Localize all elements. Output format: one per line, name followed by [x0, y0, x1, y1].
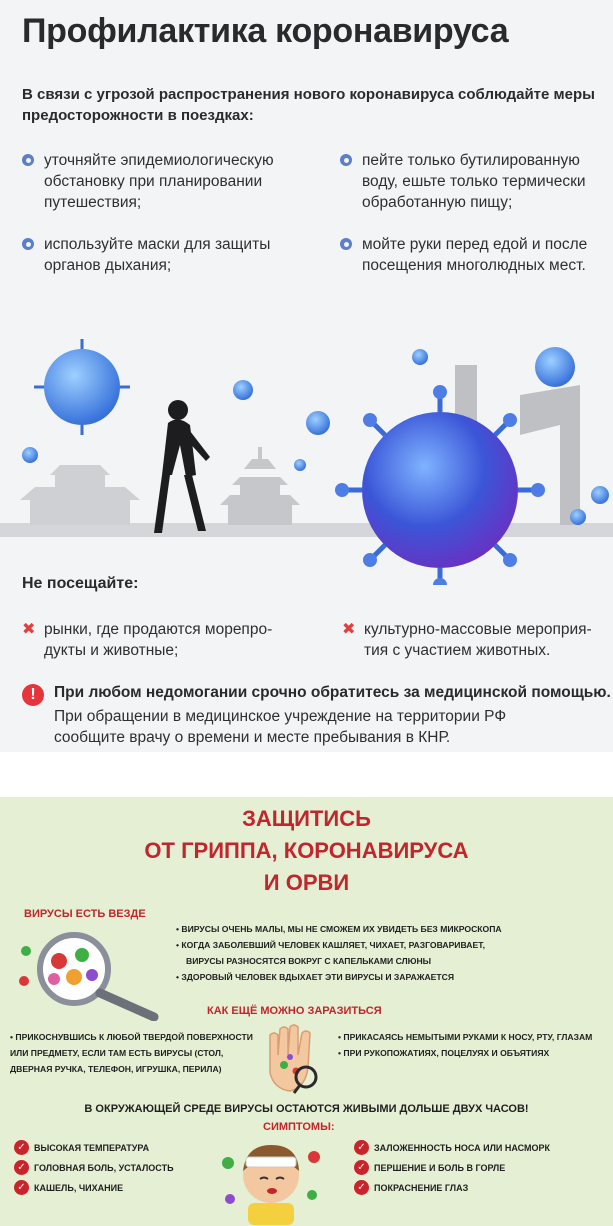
coronavirus-illustration: [0, 335, 613, 585]
symptom-red-eyes: ✓ ПОКРАСНЕНИЕ ГЛАЗ: [354, 1181, 468, 1195]
pagoda-silhouette: [220, 447, 300, 525]
check-icon: ✓: [354, 1180, 369, 1195]
poster-title: ЗАЩИТИСЬ ОТ ГРИППА, КОРОНАВИРУСА И ОРВИ: [144, 806, 469, 895]
ground-strip: [0, 523, 613, 537]
symptom-stuffy-nose: ✓ ЗАЛОЖЕННОСТЬ НОСА ИЛИ НАСМОРК: [354, 1141, 550, 1155]
check-icon: ✓: [14, 1160, 29, 1175]
infection-contact-text: • ПРИКАСАЯСЬ НЕМЫТЫМИ РУКАМИ К НОСУ, РТУ, ГЛАЗАМ • ПРИ РУКОПОЖАТИЯХ, ПОЦЕЛУЯХ И ОБЪЯТИЯХ: [338, 1029, 608, 1061]
infection-surfaces-text: • ПРИКОСНУВШИСЬ К ЛЮБОЙ ТВЕРДОЙ ПОВЕРХНОСТИ ИЛИ ПРЕДМЕТУ, ЕСЛИ ТАМ ЕСТЬ ВИРУСЫ (СТОЛ, ДВЕРНАЯ РУЧКА, ТЕЛЕФОН, ИГРУШКА, ПЕРИЛА): [10, 1029, 260, 1077]
symptoms-label: СИМПТОМЫ:: [263, 1121, 335, 1133]
warning-heading: При любом недомогании срочно обратитесь за медицинской помощью.: [54, 684, 611, 701]
symptom-fever: ✓ ВЫСОКАЯ ТЕМПЕРАТУРА: [14, 1141, 149, 1155]
intro-text: В связи с угрозой распространения нового коронавируса соблюдайте меры предосторожности в поездках:: [22, 86, 595, 124]
check-icon: ✓: [354, 1140, 369, 1155]
sick-child-icon: [216, 1133, 326, 1225]
virus-facts-list: • ВИРУСЫ ОЧЕНЬ МАЛЫ, МЫ НЕ СМОЖЕМ ИХ УВИДЕТЬ БЕЗ МИКРОСКОПА • КОГДА ЗАБОЛЕВШИЙ ЧЕЛОВЕК КАШЛЯЕТ, ЧИХАЕТ, РАЗГОВАРИВАЕТ, ВИРУСЫ РАЗНОСЯТСЯ ВОКРУГ С КАПЕЛЬКАМИ СЛЮНЫ • ЗДОРОВЫЙ ЧЕЛОВЕК ВДЫХАЕТ ЭТИ ВИРУСЫ И ЗАРАЖАЕТСЯ: [176, 921, 606, 985]
avoid-mass-events: ✖ культурно-массовые мероприя-тия с участием животных.: [342, 621, 592, 659]
exclamation-icon: !: [22, 684, 44, 706]
magnifier-germs-icon: [14, 931, 164, 1021]
symptom-headache: ✓ ГОЛОВНАЯ БОЛЬ, УСТАЛОСТЬ: [14, 1161, 174, 1175]
tip-wash-hands: мойте руки перед едой и после посещения многолюдных мест.: [340, 234, 613, 276]
bullet-icon: [22, 238, 34, 250]
avoid-markets: ✖ рынки, где продаются морепро-дукты и животные;: [22, 621, 273, 659]
traveller-figure: [154, 400, 210, 533]
large-virus-particle: [335, 385, 545, 585]
tip-check-situation: уточняйте эпидемиологическую обстановку при планировании путешествия;: [22, 150, 312, 213]
check-icon: ✓: [14, 1180, 29, 1195]
medium-virus-particle: [34, 339, 130, 435]
symptom-sore-throat: ✓ ПЕРШЕНИЕ И БОЛЬ В ГОРЛЕ: [354, 1161, 505, 1175]
bullet-icon: [22, 154, 34, 166]
survival-note: В ОКРУЖАЮЩЕЙ СРЕДЕ ВИРУСЫ ОСТАЮТСЯ ЖИВЫМИ ДОЛЬШЕ ДВУХ ЧАСОВ!: [84, 1103, 529, 1115]
check-icon: ✓: [354, 1160, 369, 1175]
infographic-title: Профилактика коронавируса: [22, 12, 509, 50]
warning-text: При обращении в медицинское учреждение на территории РФ сообщите врачу о времени и месте пребывания в КНР.: [54, 708, 507, 746]
tip-masks: используйте маски для защиты органов дыхания;: [22, 234, 312, 276]
flu-protection-poster: [0, 797, 613, 1226]
bullet-icon: [340, 238, 352, 250]
tip-bottled-water: пейте только бутилированную воду, ешьте только термически обработанную пищу;: [340, 150, 613, 213]
symptom-cough: ✓ КАШЕЛЬ, ЧИХАНИЕ: [14, 1181, 123, 1195]
cross-icon: ✖: [342, 621, 356, 638]
hand-germs-icon: [256, 1021, 326, 1097]
check-icon: ✓: [14, 1140, 29, 1155]
no-visit-heading: Не посещайте:: [22, 575, 139, 592]
how-else-label: КАК ЕЩЁ МОЖНО ЗАРАЗИТЬСЯ: [207, 1005, 382, 1017]
cross-icon: ✖: [22, 621, 36, 638]
bullet-icon: [340, 154, 352, 166]
viruses-everywhere-label: ВИРУСЫ ЕСТЬ ВЕЗДЕ: [24, 908, 146, 920]
temple-silhouette-left: [20, 465, 140, 525]
